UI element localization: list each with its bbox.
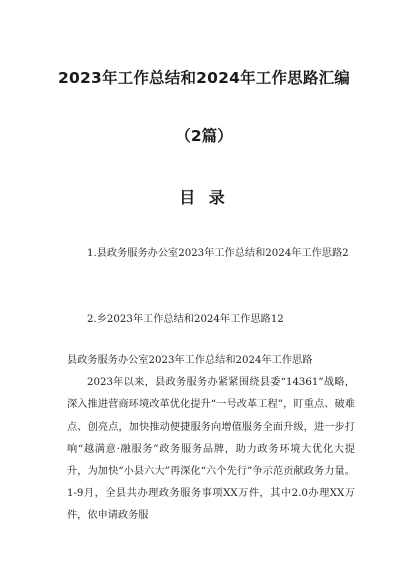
body-paragraph: 2023年以来，县政务服务办紧紧围绕县委“14361”战略，深入推进营商环境改革优化提升“一号改革工程”，盯重点、破难点、创亮点，加快推动便捷服务向增值服务全面升级，进一步打响“越满意·融服务”政务服务品牌，助力政务环境大优化大提升，为加快“小县六大”再深化“六个先行”争示范贡献政务力量。1-9月，全县共办理政务服务事项XX万件，其中2.0办理XX万件，依申请政务服 [67, 377, 355, 522]
toc-item-2[interactable]: 2.乡2023年工作总结和2024年工作思路12 [87, 314, 284, 325]
toc-heading: 目 录 [179, 188, 229, 207]
document-title: 2023年工作总结和2024年工作思路汇编 [58, 69, 350, 87]
document-subtitle: （2篇） [175, 127, 233, 145]
body-text [67, 350, 355, 528]
toc-item-1[interactable]: 1.县政务服务办公室2023年工作总结和2024年工作思路2 [87, 248, 349, 259]
section-title: 县政务服务办公室2023年工作总结和2024年工作思路 [67, 355, 313, 366]
